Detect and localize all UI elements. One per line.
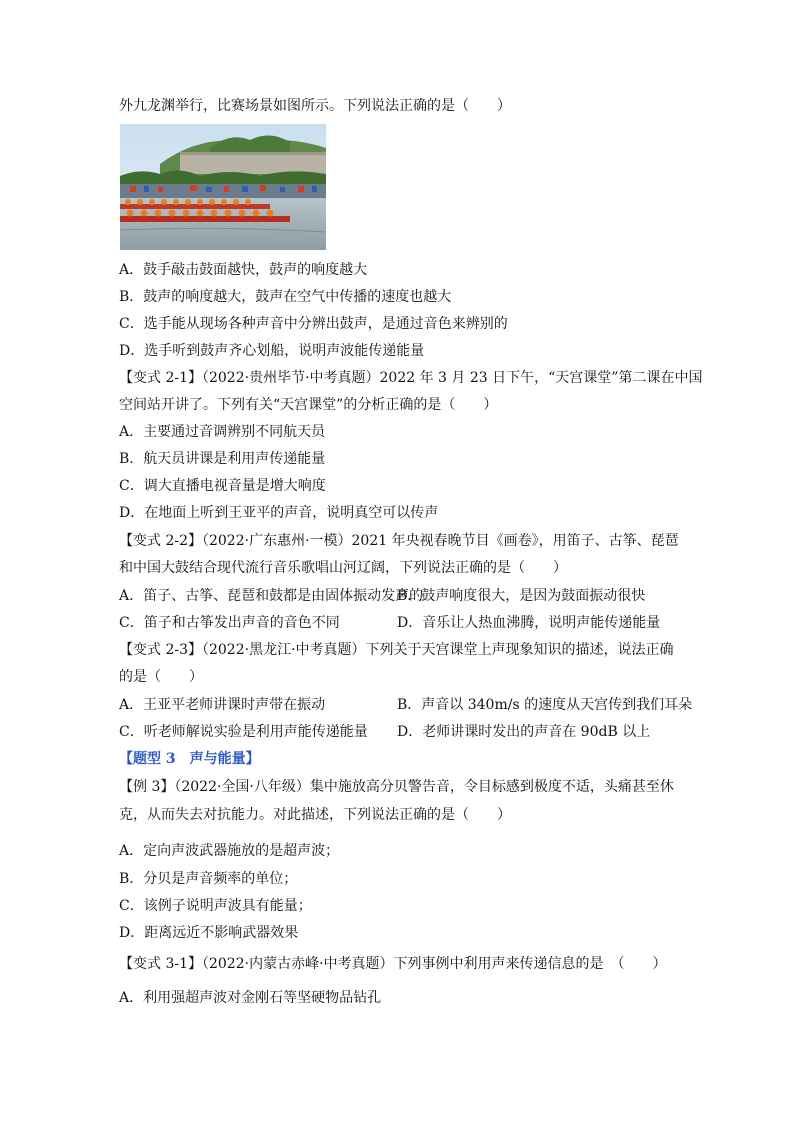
variant-2-3-stem-line2: 的是（ ）	[119, 669, 203, 685]
variant-2-1-option-a: A．主要通过音调辨别不同航天员	[119, 424, 326, 440]
ex2-option-b: B．鼓声的响度越大，鼓声在空气中传播的速度也越大	[119, 289, 452, 305]
variant-2-1-option-c: C．调大直播电视音量是增大响度	[119, 478, 326, 494]
variant-2-1-stem-line1: 【变式 2-1】（2022·贵州毕节·中考真题）2022 年 3 月 23 日下午，“天宫课堂”第二课在中国	[119, 370, 703, 386]
example-3-stem-line1: 【例 3】（2022·全国·八年级）集中施放高分贝警告音，令目标感到极度不适，头痛甚至休	[119, 779, 674, 795]
variant-2-1-stem-line2: 空间站开讲了。下列有关“天宫课堂”的分析正确的是（ ）	[119, 397, 498, 413]
example-3-option-a: A．定向声波武器施放的是超声波；	[119, 843, 340, 859]
variant-3-1-stem: 【变式 3-1】（2022·内蒙古赤峰·中考真题）下列事例中利用声来传递信息的是 （ ）	[119, 956, 667, 972]
intro-line: 外九龙渊举行，比赛场景如图所示。下列说法正确的是（ ）	[119, 98, 511, 114]
variant-2-3-option-a: A．王亚平老师讲课时声带在振动	[119, 697, 326, 713]
variant-2-3-option-d: D．老师讲课时发出的声音在 90dB 以上	[397, 724, 651, 740]
variant-2-3-stem-line1: 【变式 2-3】（2022·黑龙江·中考真题）下列关于天宫课堂上声现象知识的描述，说法正确	[119, 642, 674, 658]
variant-2-3-option-c: C．听老师解说实验是利用声能传递能量	[119, 724, 368, 740]
variant-2-2-option-a: A．笛子、古筝、琵琶和鼓都是由固体振动发声的	[119, 588, 424, 604]
variant-2-2-option-c: C．笛子和古筝发出声音的音色不同	[119, 615, 340, 631]
variant-2-2-option-b: B．鼓声响度很大，是因为鼓面振动很快	[397, 588, 646, 604]
example-3-option-c: C．该例子说明声波具有能量；	[119, 898, 312, 914]
variant-2-2-option-d: D．音乐让人热血沸腾，说明声能传递能量	[397, 615, 661, 631]
variant-2-1-option-d: D．在地面上听到王亚平的声音，说明真空可以传声	[119, 505, 439, 521]
example-3-stem-line2: 克，从而失去对抗能力。对此描述，下列说法正确的是（ ）	[119, 807, 511, 823]
ex2-option-d: D．选手听到鼓声齐心划船，说明声波能传递能量	[119, 343, 425, 359]
variant-2-3-option-b: B．声音以 340m/s 的速度从天宫传到我们耳朵	[397, 697, 693, 713]
ex2-option-c: C．选手能从现场各种声音中分辨出鼓声，是通过音色来辨别的	[119, 316, 508, 332]
section-3-title: 【题型 3 声与能量】	[119, 751, 260, 767]
dragon-boat-race-photo	[120, 124, 326, 250]
example-3-option-d: D．距离远近不影响武器效果	[119, 925, 299, 941]
variant-2-2-stem-line1: 【变式 2-2】（2022·广东惠州·一模）2021 年央视春晚节目《画卷》，用笛子、古筝、琵琶	[119, 533, 679, 549]
example-3-option-b: B．分贝是声音频率的单位；	[119, 871, 298, 887]
ex2-option-a: A．鼓手敲击鼓面越快，鼓声的响度越大	[119, 262, 368, 278]
variant-2-2-stem-line2: 和中国大鼓结合现代流行音乐歌唱山河辽阔，下列说法正确的是（ ）	[119, 560, 567, 576]
variant-3-1-option-a: A．利用强超声波对金刚石等坚硬物品钻孔	[119, 990, 382, 1006]
variant-2-1-option-b: B．航天员讲课是利用声传递能量	[119, 451, 326, 467]
